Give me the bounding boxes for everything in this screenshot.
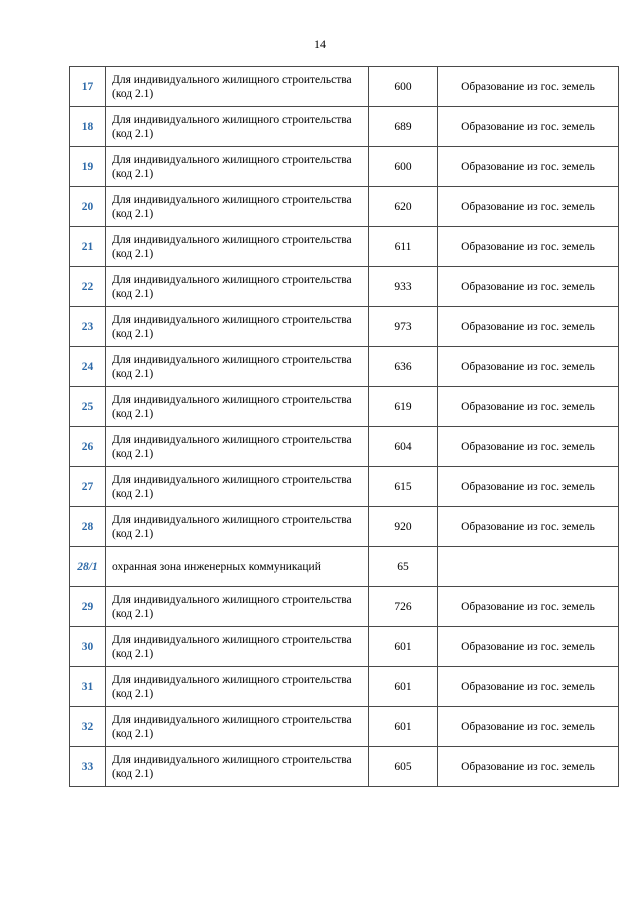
land-use-cell: Для индивидуального жилищного строительства (код 2.1): [106, 667, 369, 707]
note-cell: Образование из гос. земель: [438, 107, 619, 147]
table-row: [70, 187, 619, 227]
table-row: [70, 467, 619, 507]
land-use-cell: Для индивидуального жилищного строительства (код 2.1): [106, 267, 369, 307]
note-cell: Образование из гос. земель: [438, 307, 619, 347]
land-use-cell: Для индивидуального жилищного строительства (код 2.1): [106, 387, 369, 427]
land-use-cell: Для индивидуального жилищного строительства (код 2.1): [106, 507, 369, 547]
land-use-cell: Для индивидуального жилищного строительства (код 2.1): [106, 347, 369, 387]
land-use-cell: Для индивидуального жилищного строительства (код 2.1): [106, 467, 369, 507]
area-cell: 920: [369, 507, 438, 547]
note-cell: [438, 547, 619, 587]
land-plots-table: [69, 66, 619, 787]
land-use-cell: Для индивидуального жилищного строительства (код 2.1): [106, 107, 369, 147]
area-cell: 933: [369, 267, 438, 307]
table-row: [70, 347, 619, 387]
plot-number-cell: 18: [70, 107, 106, 147]
land-use-cell: Для индивидуального жилищного строительства (код 2.1): [106, 587, 369, 627]
table-row: [70, 307, 619, 347]
table-row: [70, 547, 619, 587]
area-cell: 615: [369, 467, 438, 507]
note-cell: Образование из гос. земель: [438, 587, 619, 627]
area-cell: 604: [369, 427, 438, 467]
note-cell: Образование из гос. земель: [438, 387, 619, 427]
plot-number-cell: 22: [70, 267, 106, 307]
plot-number-cell: 25: [70, 387, 106, 427]
land-use-cell: Для индивидуального жилищного строительства (код 2.1): [106, 187, 369, 227]
land-use-cell: Для индивидуального жилищного строительства (код 2.1): [106, 307, 369, 347]
note-cell: Образование из гос. земель: [438, 467, 619, 507]
plot-number-cell: 29: [70, 587, 106, 627]
table-row: [70, 227, 619, 267]
note-cell: Образование из гос. земель: [438, 227, 619, 267]
note-cell: Образование из гос. земель: [438, 427, 619, 467]
area-cell: 689: [369, 107, 438, 147]
land-use-cell: Для индивидуального жилищного строительства (код 2.1): [106, 627, 369, 667]
plot-number-cell: 17: [70, 67, 106, 107]
area-cell: 601: [369, 707, 438, 747]
plot-number-cell: 32: [70, 707, 106, 747]
area-cell: 636: [369, 347, 438, 387]
area-cell: 600: [369, 67, 438, 107]
note-cell: Образование из гос. земель: [438, 747, 619, 787]
table-row: [70, 507, 619, 547]
note-cell: Образование из гос. земель: [438, 347, 619, 387]
plot-number-cell: 21: [70, 227, 106, 267]
plot-number-cell: 20: [70, 187, 106, 227]
note-cell: Образование из гос. земель: [438, 707, 619, 747]
area-cell: 726: [369, 587, 438, 627]
plot-number-cell: 28: [70, 507, 106, 547]
table-row: [70, 747, 619, 787]
land-use-cell: Для индивидуального жилищного строительства (код 2.1): [106, 747, 369, 787]
table-row: [70, 587, 619, 627]
note-cell: Образование из гос. земель: [438, 187, 619, 227]
area-cell: 600: [369, 147, 438, 187]
table-row: [70, 427, 619, 467]
land-use-cell: Для индивидуального жилищного строительства (код 2.1): [106, 67, 369, 107]
plot-number-cell: 27: [70, 467, 106, 507]
note-cell: Образование из гос. земель: [438, 627, 619, 667]
land-use-cell: Для индивидуального жилищного строительства (код 2.1): [106, 707, 369, 747]
area-cell: 619: [369, 387, 438, 427]
note-cell: Образование из гос. земель: [438, 507, 619, 547]
plot-number-cell: 19: [70, 147, 106, 187]
table-row: [70, 267, 619, 307]
area-cell: 605: [369, 747, 438, 787]
table-row: [70, 67, 619, 107]
plot-number-cell: 23: [70, 307, 106, 347]
land-use-cell: Для индивидуального жилищного строительства (код 2.1): [106, 427, 369, 467]
land-use-cell: Для индивидуального жилищного строительства (код 2.1): [106, 227, 369, 267]
plot-number-cell: 30: [70, 627, 106, 667]
area-cell: 973: [369, 307, 438, 347]
note-cell: Образование из гос. земель: [438, 67, 619, 107]
note-cell: Образование из гос. земель: [438, 267, 619, 307]
table-row: [70, 667, 619, 707]
page-number: 14: [314, 37, 326, 51]
land-use-cell: Для индивидуального жилищного строительства (код 2.1): [106, 147, 369, 187]
plot-number-cell: 33: [70, 747, 106, 787]
plot-number-cell: 28/1: [70, 547, 106, 587]
area-cell: 601: [369, 627, 438, 667]
area-cell: 611: [369, 227, 438, 267]
table-body: [70, 67, 619, 787]
plot-number-cell: 24: [70, 347, 106, 387]
plot-number-cell: 31: [70, 667, 106, 707]
note-cell: Образование из гос. земель: [438, 147, 619, 187]
table-row: [70, 707, 619, 747]
note-cell: Образование из гос. земель: [438, 667, 619, 707]
land-use-cell: охранная зона инженерных коммуникаций: [106, 547, 369, 587]
table-row: [70, 387, 619, 427]
table-row: [70, 627, 619, 667]
area-cell: 65: [369, 547, 438, 587]
table-row: [70, 107, 619, 147]
table-row: [70, 147, 619, 187]
plot-number-cell: 26: [70, 427, 106, 467]
area-cell: 620: [369, 187, 438, 227]
area-cell: 601: [369, 667, 438, 707]
